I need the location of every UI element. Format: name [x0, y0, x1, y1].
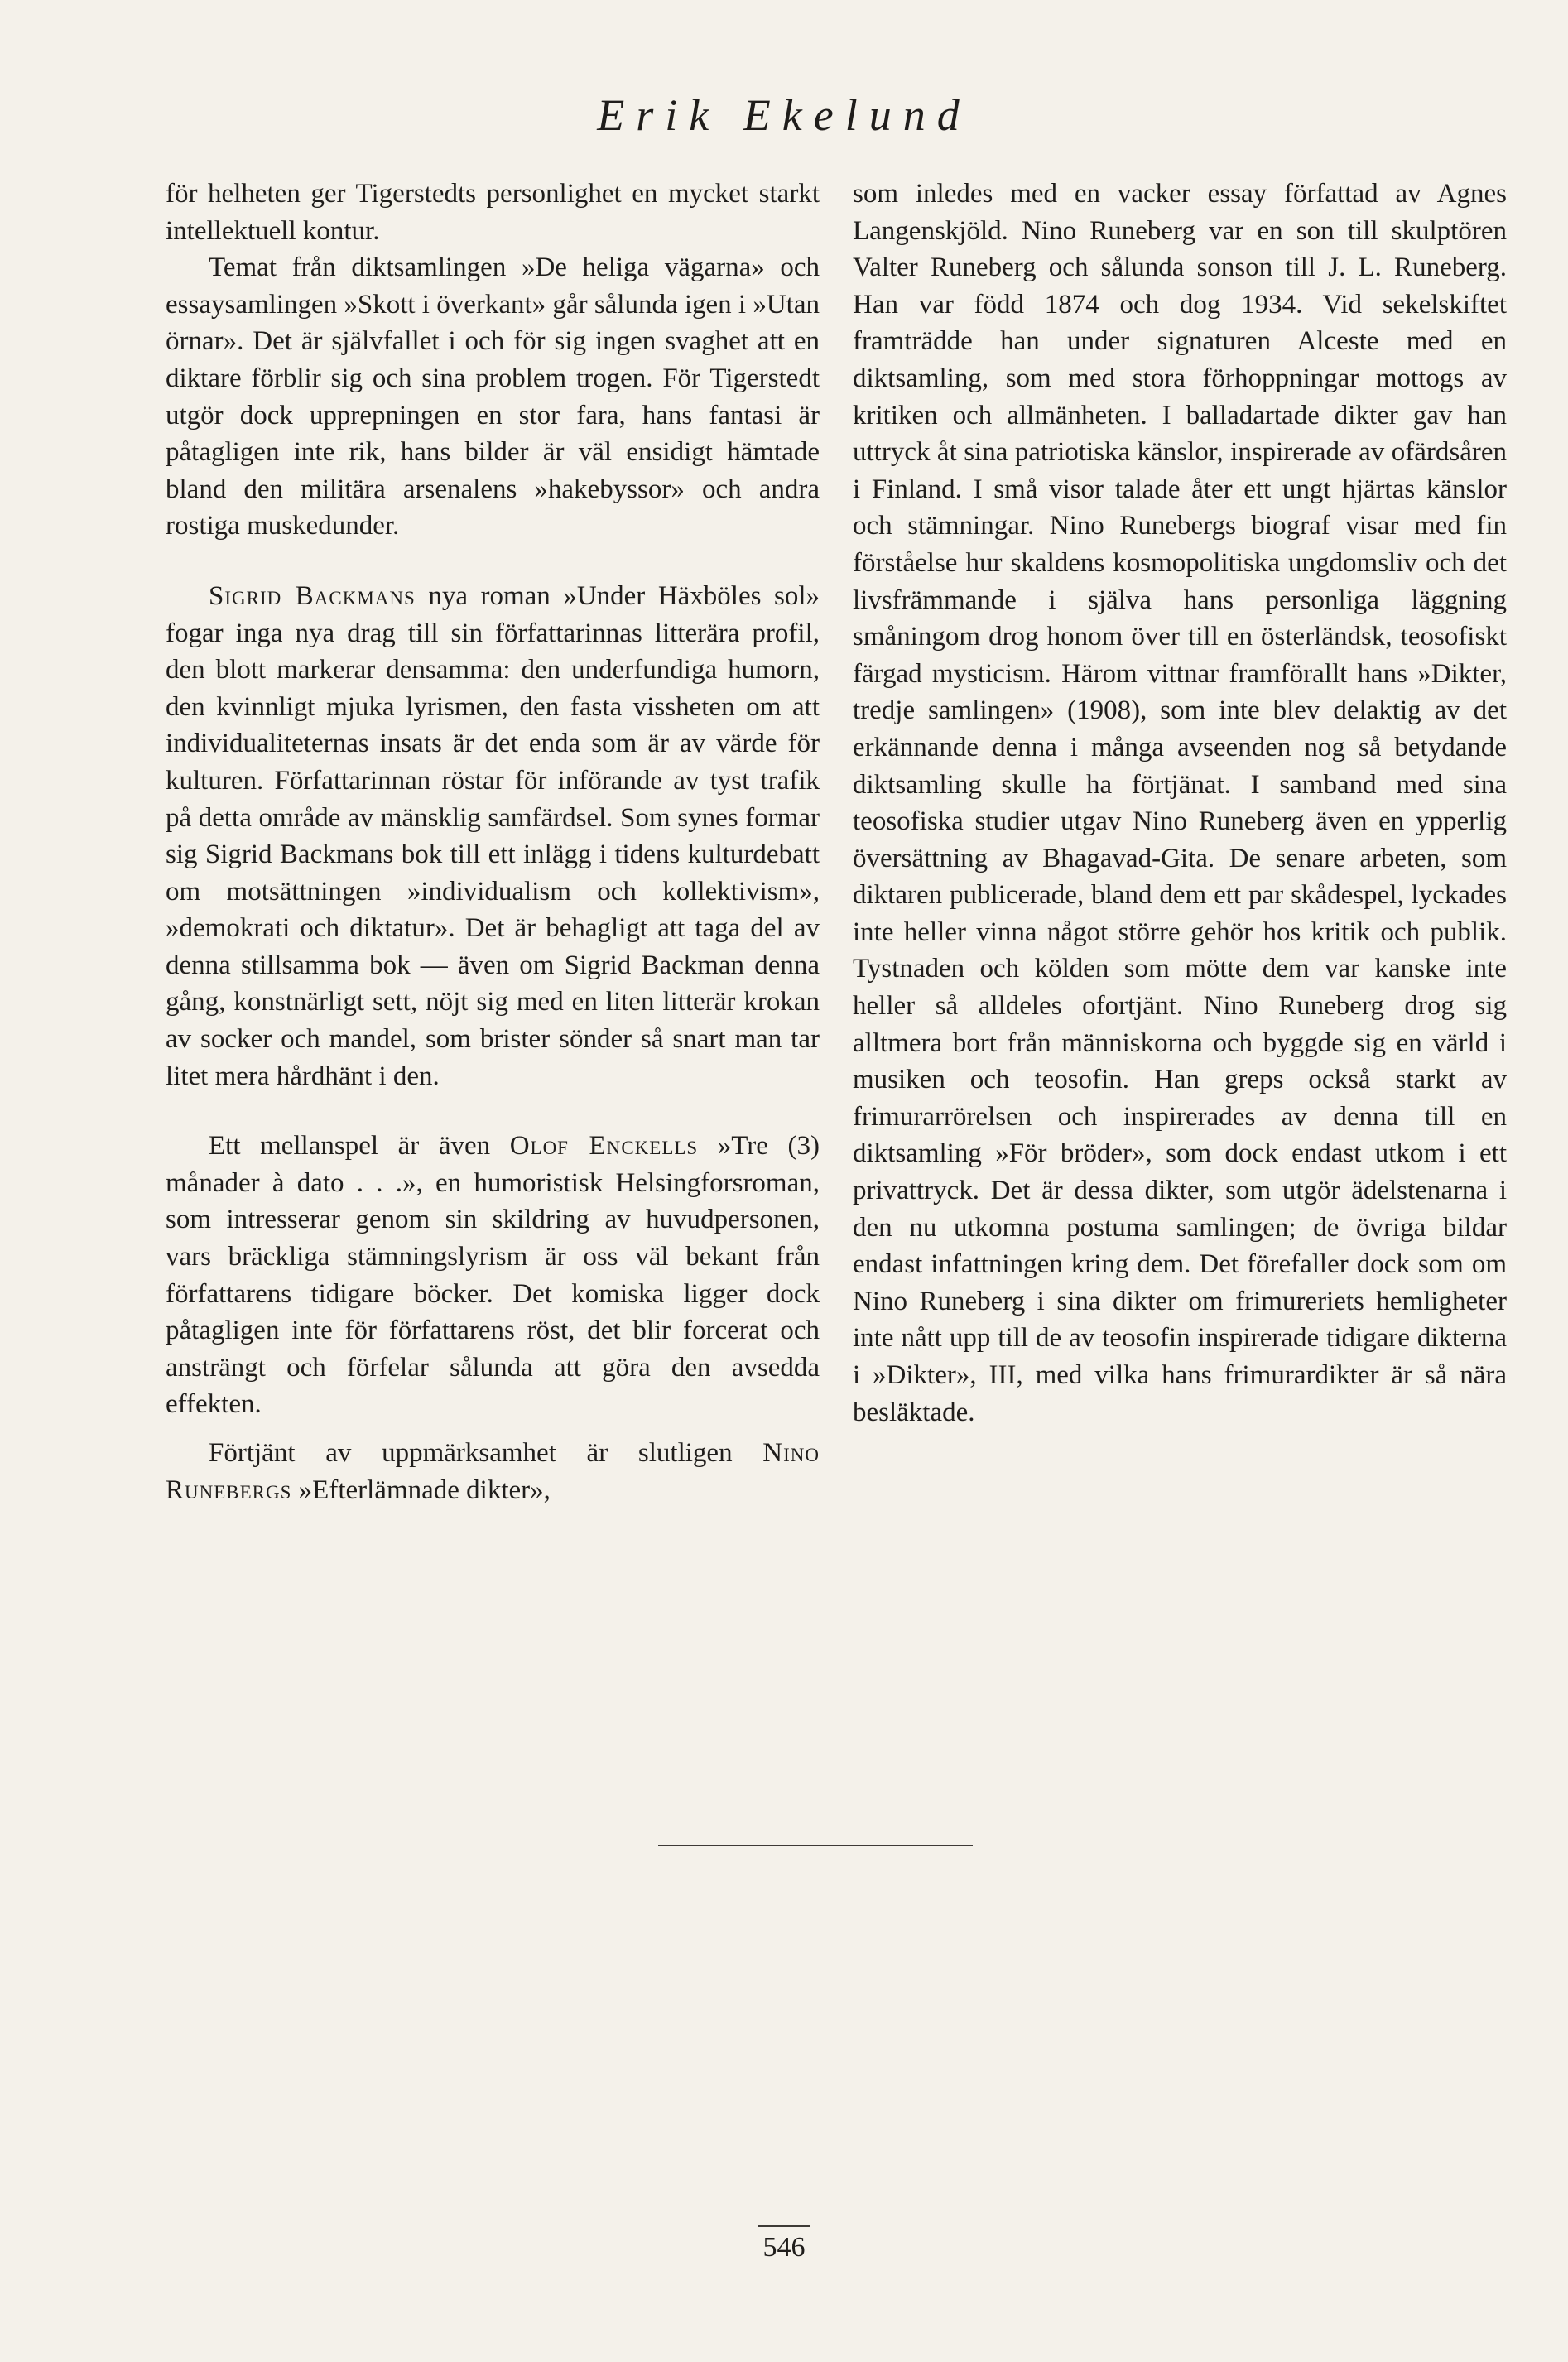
left-paragraph-2: Temat från diktsamlingen »De heliga vägarna» och essaysamlingen »Skott i överkant» går sålunda igen i »Utan örnar». Det är självfallet i och för sig ingen svaghet att en diktare förblir sig och sina problem trogen. För Tigerstedt utgör dock upprepningen en stor fara, hans fantasi är påtagligen inte rik, hans bilder är väl ensidigt hämtade bland den militära arsenalens »hakebyssor» och andra rostiga muskedunder.	[166, 253, 820, 541]
author-name-backman: Sigrid Backmans	[209, 580, 416, 611]
author-name-runeberg: Nino Runebergs	[166, 1438, 820, 1505]
left-paragraph-3-text: nya roman »Under Häxböles sol» fogar inga nya drag till sin författarinnas litterära profil, den blott markerar densamma: den underfundiga humorn, den kvinnligt mjuka lyrismen, den fasta vissheten om att individualiteternas insats är det enda som är av värde för kulturen. Författarinnan röstar för införande av tyst trafik på detta område av mänsklig samfärdsel. Som synes formar sig Sigrid Backmans bok till ett inlägg i tidens kulturdebatt om motsättningen »individualism och kollektivism», »demokrati och diktatur». Det är behagligt att taga del av denna stillsamma bok — även om Sigrid Backman denna gång, konstnärligt sett, nöjt sig med en liten litterär krokan av socker och mandel, som brister sönder så snart man tar litet mera hårdhänt i den.	[166, 580, 820, 1091]
author-name-enckell: Olof Enckells	[509, 1131, 699, 1162]
left-paragraph-4-pre: Ett mellanspel är även	[209, 1131, 510, 1162]
right-column	[853, 176, 1507, 1431]
left-paragraph-1: för helheten ger Tigerstedts personlighet en mycket starkt intellektuell kontur.	[166, 179, 820, 246]
section-divider-rule	[658, 1845, 973, 1846]
left-paragraph-5-pre: Förtjänt av uppmärksamhet är slutligen	[209, 1438, 763, 1468]
right-paragraph-1: som inledes med en vacker essay författad av Agnes Langenskjöld. Nino Runeberg var en son till skulptören Valter Runeberg och sålunda sonson till J. L. Runeberg. Han var född 1874 och dog 1934. Vid sekelskiftet framträdde han under signaturen Alceste med en diktsamling, som med stora förhoppningar mottogs av kritiken och allmänheten. I balladartade dikter gav han uttryck åt sina patriotiska känslor, inspirerade av ofärdsåren i Finland. I små visor talade åter ett ungt hjärtas känslor och stämningar. Nino Runebergs biograf visar med fin förståelse hur skaldens kosmopolitiska ungdomsliv och det livsfrämmande i själva hans personliga läggning småningom drog honom över till en österländsk, teosofiskt färgad mysticism. Härom vittnar framförallt hans »Dikter, tredje samlingen» (1908), som inte blev delaktig av det erkännande denna i många avseenden nog så betydande diktsamling skulle ha förtjänat. I samband med sina teosofiska studier utgav Nino Runeberg även en ypperlig översättning av Bhagavad-Gita. De senare arbeten, som diktaren publicerade, bland dem ett par skådespel, lyckades inte heller vinna något större gehör hos kritik och publik. Tystnaden och kölden som mötte dem var kanske inte heller så alldeles ofortjänt. Nino Runeberg drog sig alltmera bort från människorna och byggde sig en värld i musiken och teosofin. Han greps också starkt av frimurarrörelsen och inspirerades av denna till en diktsamling »För bröder», som dock endast utkom i ett privattryck. Det är dessa dikter, som utgör ädelstenarna i den nu utkomna postuma samlingen; de övriga bildar endast infattningen kring dem. Det förefaller dock som om Nino Runeberg i sina dikter om frimureriets hemligheter inte nått upp till de av teosofin inspirerade tidigare dikterna i »Dikter», III, med vilka hans frimurardikter är så nära besläktade.	[853, 179, 1507, 1427]
left-column	[166, 176, 820, 1508]
page-header-title: Erik Ekelund	[597, 90, 971, 140]
left-paragraph-4	[166, 1128, 820, 1423]
left-paragraph-3	[166, 578, 820, 1094]
page-number-text: 546	[758, 2225, 810, 2263]
left-paragraph-5-text: »Efterlämnade dikter»,	[291, 1474, 551, 1505]
left-paragraph-4-text: »Tre (3) månader à dato . . .», en humoristisk Helsingforsroman, som intresserar genom sin skildring av huvudpersonen, vars bräckliga stämningslyrism är oss väl bekant från författarens tidigare böcker. Det komiska ligger dock påtagligen inte för författarens röst, det blir forcerat och ansträngt och förfelar sålunda att göra den avsedda effekten.	[166, 1131, 820, 1420]
page-number	[0, 2225, 1568, 2263]
left-paragraph-5	[166, 1435, 820, 1508]
